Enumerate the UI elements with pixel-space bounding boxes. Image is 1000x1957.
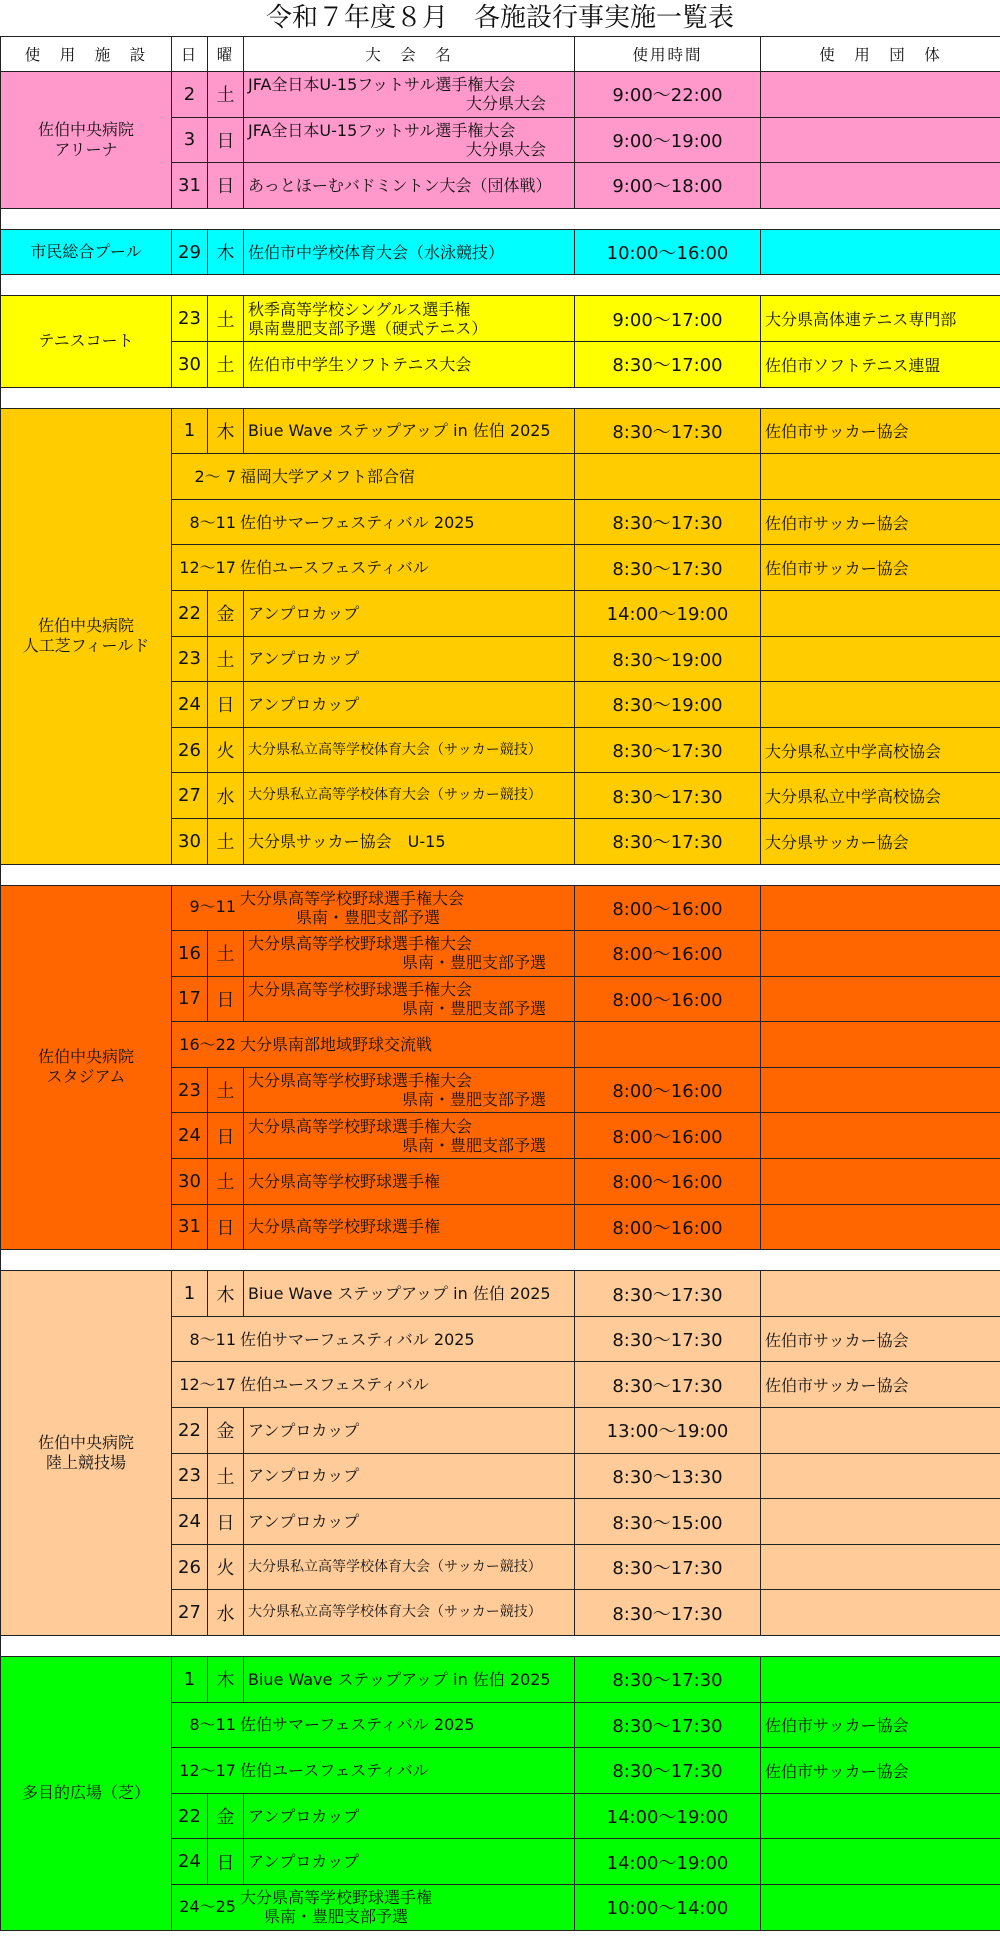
- time-cell: 9:00〜18:00: [575, 163, 761, 209]
- event-name-subline: 県南・豊肥支部予選: [264, 1907, 409, 1927]
- date-range: 12〜17: [179, 1375, 236, 1395]
- time-cell: 8:00〜16:00: [575, 1067, 761, 1113]
- time-cell: [575, 1022, 761, 1068]
- event-cell: アンプロカップ: [244, 1453, 575, 1499]
- event-cell: 佐伯市中学校体育大会（水泳競技）: [244, 229, 575, 275]
- event-name: [240, 889, 464, 927]
- event-cell: [244, 72, 575, 118]
- venue-name-line: 人工芝フィールド: [22, 636, 150, 656]
- event-cell: 大分県私立高等学校体育大会（サッカー競技）: [244, 1590, 575, 1636]
- weekday-cell: 土: [208, 341, 244, 387]
- weekday-cell: 日: [208, 682, 244, 728]
- time-cell: 8:30〜17:30: [575, 773, 761, 819]
- day-cell: 26: [172, 727, 208, 773]
- organizer-cell: 佐伯市サッカー協会: [761, 1702, 1000, 1748]
- date-range: 8〜11: [189, 1715, 236, 1735]
- day-cell: 29: [172, 229, 208, 275]
- organizer-cell: [761, 885, 1000, 931]
- venue-cell: [1, 296, 172, 387]
- time-cell: 8:30〜17:30: [575, 1544, 761, 1590]
- time-cell: 8:30〜17:00: [575, 341, 761, 387]
- section-gap-row: [1, 1636, 1000, 1657]
- weekday-cell: 日: [208, 1839, 244, 1885]
- event-cell: アンプロカップ: [244, 1793, 575, 1839]
- event-cell: Biue Wave ステップアップ in 佐伯 2025: [244, 1271, 575, 1317]
- date-range-event-cell: [172, 1316, 575, 1362]
- venue-cell: [1, 72, 172, 209]
- time-cell: 8:00〜16:00: [575, 1159, 761, 1205]
- weekday-cell: 水: [208, 773, 244, 819]
- organizer-cell: [761, 1113, 1000, 1159]
- time-cell: 8:00〜16:00: [575, 931, 761, 977]
- date-range: 2〜 7: [194, 466, 236, 486]
- weekday-cell: 火: [208, 1544, 244, 1590]
- day-cell: 22: [172, 590, 208, 636]
- event-name-line: JFA全日本U-15フットサル選手権大会: [248, 120, 516, 140]
- organizer-cell: 大分県私立中学高校協会: [761, 773, 1000, 819]
- day-cell: 1: [172, 1657, 208, 1703]
- day-cell: 27: [172, 1590, 208, 1636]
- venue-cell: [1, 229, 172, 275]
- organizer-cell: 大分県私立中学高校協会: [761, 727, 1000, 773]
- organizer-cell: [761, 454, 1000, 500]
- page-title: 令和７年度８月 各施設行事実施一覧表: [265, 3, 734, 33]
- event-name: 大分県南部地域野球交流戦: [240, 1035, 433, 1055]
- event-cell: 大分県私立高等学校体育大会（サッカー競技）: [244, 773, 575, 819]
- event-cell: アンプロカップ: [244, 636, 575, 682]
- event-cell: Biue Wave ステップアップ in 佐伯 2025: [244, 408, 575, 454]
- date-range-event-cell: [172, 1748, 575, 1794]
- organizer-cell: [761, 931, 1000, 977]
- event-cell: [244, 976, 575, 1022]
- time-cell: 8:30〜17:30: [575, 408, 761, 454]
- day-cell: 2: [172, 72, 208, 118]
- day-cell: 31: [172, 163, 208, 209]
- header-time: 使用時間: [575, 37, 761, 72]
- event-name-line: 大分県高等学校野球選手権大会: [248, 1116, 473, 1136]
- organizer-cell: [761, 1590, 1000, 1636]
- organizer-cell: [761, 1657, 1000, 1703]
- day-cell: 22: [172, 1408, 208, 1454]
- venue-name-line: スタジアム: [46, 1067, 126, 1087]
- table-row: [1, 229, 1000, 275]
- organizer-cell: [761, 1271, 1000, 1317]
- organizer-cell: [761, 72, 1000, 118]
- organizer-cell: [761, 1022, 1000, 1068]
- venue-name-line: アリーナ: [54, 139, 118, 159]
- weekday-cell: 土: [208, 1453, 244, 1499]
- venue-name-line: 佐伯中央病院: [37, 119, 134, 139]
- organizer-cell: [761, 117, 1000, 163]
- section-gap-cell: [1, 1636, 1000, 1657]
- date-range-event-cell: [172, 885, 575, 931]
- venue-name-line: テニスコート: [38, 331, 134, 351]
- table-row: [1, 1657, 1000, 1703]
- time-cell: 8:30〜13:30: [575, 1453, 761, 1499]
- date-range-event-cell: [172, 1022, 575, 1068]
- time-cell: 8:00〜16:00: [575, 885, 761, 931]
- event-cell: あっとほーむバドミントン大会（団体戦）: [244, 163, 575, 209]
- section-gap-row: [1, 864, 1000, 885]
- weekday-cell: 金: [208, 1408, 244, 1454]
- time-cell: 13:00〜19:00: [575, 1408, 761, 1454]
- table-row: [1, 72, 1000, 118]
- organizer-cell: [761, 976, 1000, 1022]
- day-cell: 16: [172, 931, 208, 977]
- day-cell: 1: [172, 1271, 208, 1317]
- schedule-body: [1, 72, 1000, 1931]
- time-cell: 9:00〜19:00: [575, 117, 761, 163]
- weekday-cell: 土: [208, 72, 244, 118]
- time-cell: 8:30〜17:30: [575, 1316, 761, 1362]
- venue-name-line: 陸上競技場: [45, 1453, 126, 1473]
- organizer-cell: 佐伯市サッカー協会: [761, 499, 1000, 545]
- date-range: 12〜17: [179, 1760, 236, 1780]
- date-range-event-cell: [172, 545, 575, 591]
- day-cell: 17: [172, 976, 208, 1022]
- day-cell: 24: [172, 682, 208, 728]
- event-cell: アンプロカップ: [244, 1839, 575, 1885]
- organizer-cell: [761, 1453, 1000, 1499]
- time-cell: 8:30〜17:30: [575, 1702, 761, 1748]
- organizer-cell: [761, 636, 1000, 682]
- organizer-cell: 佐伯市サッカー協会: [761, 545, 1000, 591]
- weekday-cell: 木: [208, 408, 244, 454]
- event-cell: Biue Wave ステップアップ in 佐伯 2025: [244, 1657, 575, 1703]
- organizer-cell: [761, 163, 1000, 209]
- event-cell: [244, 296, 575, 342]
- event-cell: 大分県サッカー協会 U-15: [244, 818, 575, 864]
- time-cell: 14:00〜19:00: [575, 1793, 761, 1839]
- venue-cell: [1, 885, 172, 1250]
- event-cell: 大分県私立高等学校体育大会（サッカー競技）: [244, 1544, 575, 1590]
- organizer-cell: 佐伯市ソフトテニス連盟: [761, 341, 1000, 387]
- time-cell: 8:30〜17:30: [575, 727, 761, 773]
- time-cell: 8:30〜17:30: [575, 1362, 761, 1408]
- organizer-cell: [761, 682, 1000, 728]
- date-range: 8〜11: [189, 512, 236, 532]
- weekday-cell: 土: [208, 931, 244, 977]
- day-cell: 23: [172, 636, 208, 682]
- table-row: [1, 885, 1000, 931]
- section-gap-row: [1, 1250, 1000, 1271]
- day-cell: 31: [172, 1204, 208, 1250]
- venue-name-line: 佐伯中央病院: [37, 1047, 134, 1067]
- day-cell: 30: [172, 341, 208, 387]
- organizer-cell: 佐伯市サッカー協会: [761, 1316, 1000, 1362]
- event-cell: 大分県高等学校野球選手権: [244, 1204, 575, 1250]
- venue-name-line: 佐伯中央病院: [37, 616, 134, 636]
- time-cell: 10:00〜14:00: [575, 1884, 761, 1930]
- event-cell: [244, 117, 575, 163]
- organizer-cell: [761, 1793, 1000, 1839]
- time-cell: 8:30〜19:00: [575, 682, 761, 728]
- weekday-cell: 金: [208, 590, 244, 636]
- time-cell: 9:00〜17:00: [575, 296, 761, 342]
- time-cell: 8:30〜17:30: [575, 1590, 761, 1636]
- time-cell: 8:30〜17:30: [575, 499, 761, 545]
- day-cell: 3: [172, 117, 208, 163]
- event-cell: アンプロカップ: [244, 682, 575, 728]
- event-name-subline: 県南・豊肥支部予選: [401, 998, 546, 1018]
- event-name-subline: 県南・豊肥支部予選: [401, 953, 546, 973]
- time-cell: 8:30〜17:30: [575, 1271, 761, 1317]
- date-range-event-cell: [172, 1884, 575, 1930]
- event-cell: アンプロカップ: [244, 1499, 575, 1545]
- weekday-cell: 土: [208, 296, 244, 342]
- organizer-cell: [761, 1499, 1000, 1545]
- date-range: 12〜17: [179, 558, 236, 578]
- event-name-subline: 大分県大会: [465, 139, 546, 159]
- event-cell: 佐伯市中学生ソフトテニス大会: [244, 341, 575, 387]
- organizer-cell: 佐伯市サッカー協会: [761, 408, 1000, 454]
- time-cell: [575, 454, 761, 500]
- event-name: [240, 1888, 432, 1926]
- event-cell: 大分県私立高等学校体育大会（サッカー競技）: [244, 727, 575, 773]
- organizer-cell: [761, 1839, 1000, 1885]
- organizer-cell: [761, 1544, 1000, 1590]
- venue-cell: [1, 1657, 172, 1931]
- section-gap-cell: [1, 1250, 1000, 1271]
- weekday-cell: 木: [208, 1271, 244, 1317]
- date-range: 16〜22: [179, 1035, 236, 1055]
- event-name-line: 大分県高等学校野球選手権: [240, 1888, 433, 1908]
- event-name-line: 大分県高等学校野球選手権大会: [240, 888, 465, 908]
- event-cell: 大分県高等学校野球選手権: [244, 1159, 575, 1205]
- weekday-cell: 日: [208, 1204, 244, 1250]
- event-name-line: 秋季高等学校シングルス選手権: [248, 299, 471, 319]
- day-cell: 23: [172, 1067, 208, 1113]
- event-cell: [244, 1067, 575, 1113]
- schedule-table: [0, 36, 1000, 1931]
- section-gap-cell: [1, 387, 1000, 408]
- organizer-cell: [761, 229, 1000, 275]
- day-cell: 30: [172, 818, 208, 864]
- date-range: 8〜11: [189, 1329, 236, 1349]
- weekday-cell: 木: [208, 1657, 244, 1703]
- time-cell: 14:00〜19:00: [575, 1839, 761, 1885]
- header-venue: 使 用 施 設: [1, 37, 172, 72]
- weekday-cell: 金: [208, 1793, 244, 1839]
- weekday-cell: 土: [208, 1067, 244, 1113]
- section-gap-cell: [1, 864, 1000, 885]
- section-gap-row: [1, 208, 1000, 229]
- weekday-cell: 日: [208, 163, 244, 209]
- venue-name-line: 佐伯中央病院: [37, 1433, 134, 1453]
- day-cell: 30: [172, 1159, 208, 1205]
- weekday-cell: 日: [208, 976, 244, 1022]
- section-gap-row: [1, 387, 1000, 408]
- date-range-event-cell: [172, 454, 575, 500]
- day-cell: 24: [172, 1113, 208, 1159]
- day-cell: 1: [172, 408, 208, 454]
- event-name: 佐伯サマーフェスティバル 2025: [240, 512, 475, 532]
- date-range-event-cell: [172, 1702, 575, 1748]
- section-gap-cell: [1, 208, 1000, 229]
- time-cell: 8:30〜19:00: [575, 636, 761, 682]
- time-cell: 8:30〜17:30: [575, 818, 761, 864]
- weekday-cell: 土: [208, 1159, 244, 1205]
- time-cell: 10:00〜16:00: [575, 229, 761, 275]
- organizer-cell: 大分県高体連テニス専門部: [761, 296, 1000, 342]
- event-name: 佐伯ユースフェスティバル: [240, 1375, 429, 1395]
- weekday-cell: 日: [208, 1113, 244, 1159]
- section-gap-cell: [1, 275, 1000, 296]
- time-cell: 9:00〜22:00: [575, 72, 761, 118]
- event-name: 佐伯ユースフェスティバル: [240, 558, 429, 578]
- weekday-cell: 土: [208, 636, 244, 682]
- time-cell: 8:30〜17:30: [575, 1748, 761, 1794]
- table-row: [1, 408, 1000, 454]
- venue-cell: [1, 1271, 172, 1636]
- date-range-event-cell: [172, 499, 575, 545]
- organizer-cell: [761, 1067, 1000, 1113]
- event-name-line: 大分県高等学校野球選手権大会: [248, 1071, 473, 1091]
- section-gap-row: [1, 275, 1000, 296]
- organizer-cell: 佐伯市サッカー協会: [761, 1362, 1000, 1408]
- organizer-cell: 佐伯市サッカー協会: [761, 1748, 1000, 1794]
- organizer-cell: [761, 1408, 1000, 1454]
- organizer-cell: [761, 1204, 1000, 1250]
- day-cell: 27: [172, 773, 208, 819]
- venue-cell: [1, 408, 172, 864]
- time-cell: 8:00〜16:00: [575, 976, 761, 1022]
- venue-name-line: 市民総合プール: [30, 242, 142, 262]
- organizer-cell: [761, 1159, 1000, 1205]
- event-name-line: 大分県高等学校野球選手権大会: [248, 934, 473, 954]
- weekday-cell: 水: [208, 1590, 244, 1636]
- table-row: [1, 1271, 1000, 1317]
- event-name: 福岡大学アメフト部合宿: [240, 466, 416, 486]
- header-event: 大 会 名: [244, 37, 575, 72]
- weekday-cell: 木: [208, 229, 244, 275]
- weekday-cell: 日: [208, 1499, 244, 1545]
- header-day: 日: [172, 37, 208, 72]
- event-name-subline: 県南・豊肥支部予選: [401, 1090, 546, 1110]
- organizer-cell: [761, 1884, 1000, 1930]
- event-name: 佐伯サマーフェスティバル 2025: [240, 1329, 475, 1349]
- weekday-cell: 火: [208, 727, 244, 773]
- time-cell: 8:30〜17:30: [575, 1657, 761, 1703]
- event-name-line: 大分県高等学校野球選手権大会: [248, 979, 473, 999]
- event-cell: [244, 1113, 575, 1159]
- event-name-subline: 県南・豊肥支部予選: [296, 907, 441, 927]
- event-name-subline: 大分県大会: [465, 94, 546, 114]
- table-row: [1, 296, 1000, 342]
- event-name-subline: 県南・豊肥支部予選: [401, 1135, 546, 1155]
- header-weekday: 曜: [208, 37, 244, 72]
- time-cell: 8:00〜16:00: [575, 1204, 761, 1250]
- header-org: 使 用 団 体: [761, 37, 1000, 72]
- event-cell: アンプロカップ: [244, 590, 575, 636]
- day-cell: 24: [172, 1499, 208, 1545]
- event-cell: アンプロカップ: [244, 1408, 575, 1454]
- event-name: 佐伯サマーフェスティバル 2025: [240, 1715, 475, 1735]
- event-cell: [244, 931, 575, 977]
- day-cell: 22: [172, 1793, 208, 1839]
- day-cell: 24: [172, 1839, 208, 1885]
- table-header-row: [1, 37, 1000, 72]
- weekday-cell: 日: [208, 117, 244, 163]
- date-range: 24〜25: [179, 1896, 236, 1916]
- date-range: 9〜11: [189, 897, 236, 917]
- organizer-cell: [761, 590, 1000, 636]
- time-cell: 8:00〜16:00: [575, 1113, 761, 1159]
- event-name: 佐伯ユースフェスティバル: [240, 1760, 429, 1780]
- day-cell: 26: [172, 1544, 208, 1590]
- organizer-cell: 大分県サッカー協会: [761, 818, 1000, 864]
- time-cell: 8:30〜15:00: [575, 1499, 761, 1545]
- time-cell: 8:30〜17:30: [575, 545, 761, 591]
- day-cell: 23: [172, 296, 208, 342]
- time-cell: 14:00〜19:00: [575, 590, 761, 636]
- date-range-event-cell: [172, 1362, 575, 1408]
- event-name-line: JFA全日本U-15フットサル選手権大会: [248, 75, 516, 95]
- day-cell: 23: [172, 1453, 208, 1499]
- venue-name-line: 多目的広場（芝）: [21, 1783, 150, 1803]
- event-name-subline: 県南豊肥支部予選（硬式テニス）: [248, 318, 488, 338]
- weekday-cell: 土: [208, 818, 244, 864]
